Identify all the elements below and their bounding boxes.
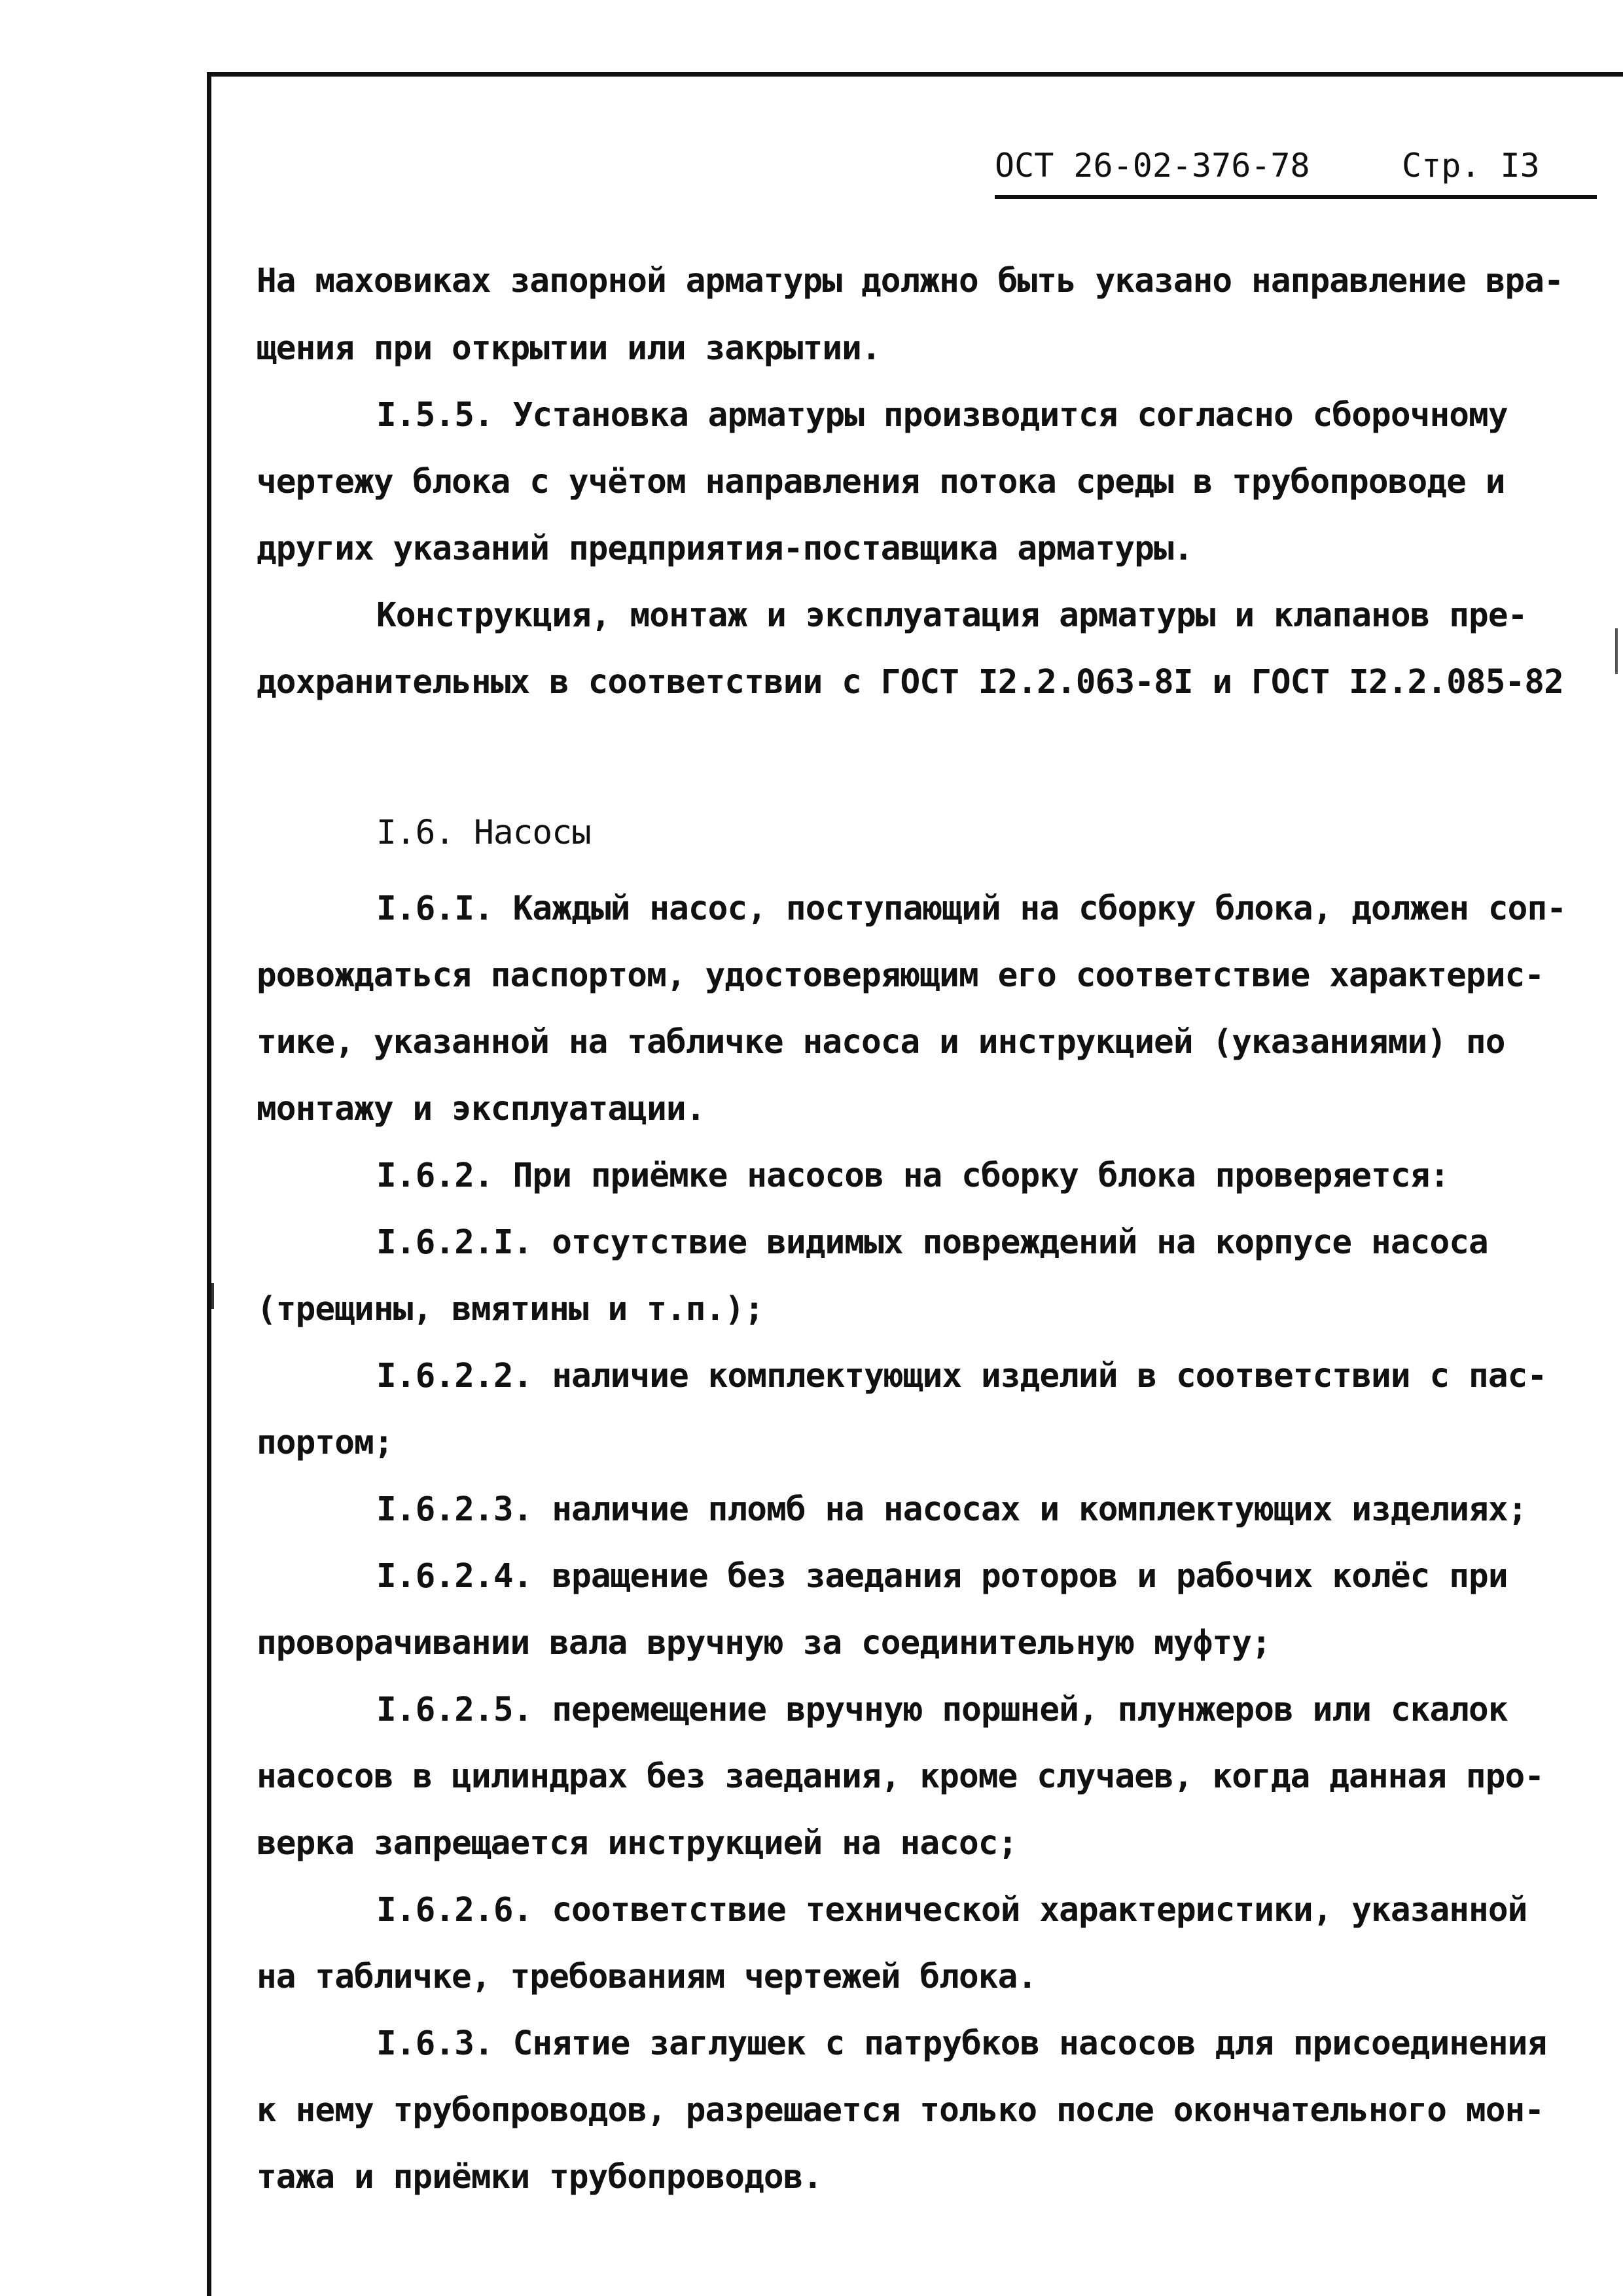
paragraph-1-6-2: I.6.2. При приёмке насосов на сборку блока проверяется:	[376, 1157, 1450, 1195]
text-line: (трещины, вмятины и т.п.);	[257, 1290, 764, 1329]
paragraph-1-6-1: I.6.I. Каждый насос, поступающий на сборку блока, должен соп-	[376, 889, 1567, 928]
text-line: щения при открытии или закрытии.	[257, 329, 881, 368]
text-line: к нему трубопроводов, разрешается только после окончательного мон-	[257, 2091, 1544, 2130]
list-item-1-6-2-5: I.6.2.5. перемещение вручную поршней, плунжеров или скалок	[376, 1691, 1508, 1729]
right-edge-mark	[1615, 628, 1618, 674]
section-heading-1-6: I.6. Насосы	[376, 814, 591, 852]
list-item-1-6-2-4: I.6.2.4. вращение без заедания роторов и рабочих колёс при	[376, 1557, 1508, 1596]
paragraph-1-5-5: I.5.5. Установка арматуры производится согласно сборочному	[376, 396, 1508, 435]
page-header	[995, 136, 1597, 199]
list-item-1-6-2-2: I.6.2.2. наличие комплектующих изделий в соответствии с пас-	[376, 1357, 1547, 1395]
list-item-1-6-2-1: I.6.2.I. отсутствие видимых повреждений на корпусе насоса	[376, 1223, 1488, 1262]
page-frame-left-border	[207, 72, 211, 2296]
text-line: на табличке, требованиям чертежей блока.	[257, 1958, 1037, 1996]
paragraph-1-6-3: I.6.3. Снятие заглушек с патрубков насосов для присоединения	[376, 2024, 1547, 2063]
page-number: Стр. I3	[1402, 147, 1540, 185]
text-line: ровождаться паспортом, удостоверяющим его соответствие характерис-	[257, 956, 1544, 995]
text-line: проворачивании вала вручную за соединительную муфту;	[257, 1624, 1271, 1662]
frame-margin-mark	[211, 1283, 214, 1309]
text-line: тике, указанной на табличке насоса и инструкцией (указаниями) по	[257, 1023, 1505, 1062]
text-line: монтажу и эксплуатации.	[257, 1090, 705, 1128]
text-line: дохранительных в соответствии с ГОСТ I2.2.063-8I и ГОСТ I2.2.085-82	[257, 663, 1563, 702]
page-frame-top-border	[207, 72, 1623, 77]
text-line: насосов в цилиндрах без заедания, кроме случаев, когда данная про-	[257, 1757, 1544, 1796]
paragraph-construction: Конструкция, монтаж и эксплуатация арматуры и клапанов пре-	[376, 596, 1527, 635]
text-line: тажа и приёмки трубопроводов.	[257, 2158, 823, 2197]
list-item-1-6-2-3: I.6.2.3. наличие пломб на насосах и комплектующих изделиях;	[376, 1490, 1527, 1529]
list-item-1-6-2-6: I.6.2.6. соответствие технической характеристики, указанной	[376, 1891, 1527, 1929]
text-line: портом;	[257, 1424, 393, 1462]
text-line: других указаний предприятия-поставщика арматуры.	[257, 529, 1193, 568]
text-line: На маховиках запорной арматуры должно быть указано направление вра-	[257, 262, 1563, 300]
text-line: верка запрещается инструкцией на насос;	[257, 1824, 1018, 1863]
text-line: чертежу блока с учётом направления потока среды в трубопроводе и	[257, 463, 1505, 501]
document-code: ОСТ 26-02-376-78	[995, 147, 1310, 185]
